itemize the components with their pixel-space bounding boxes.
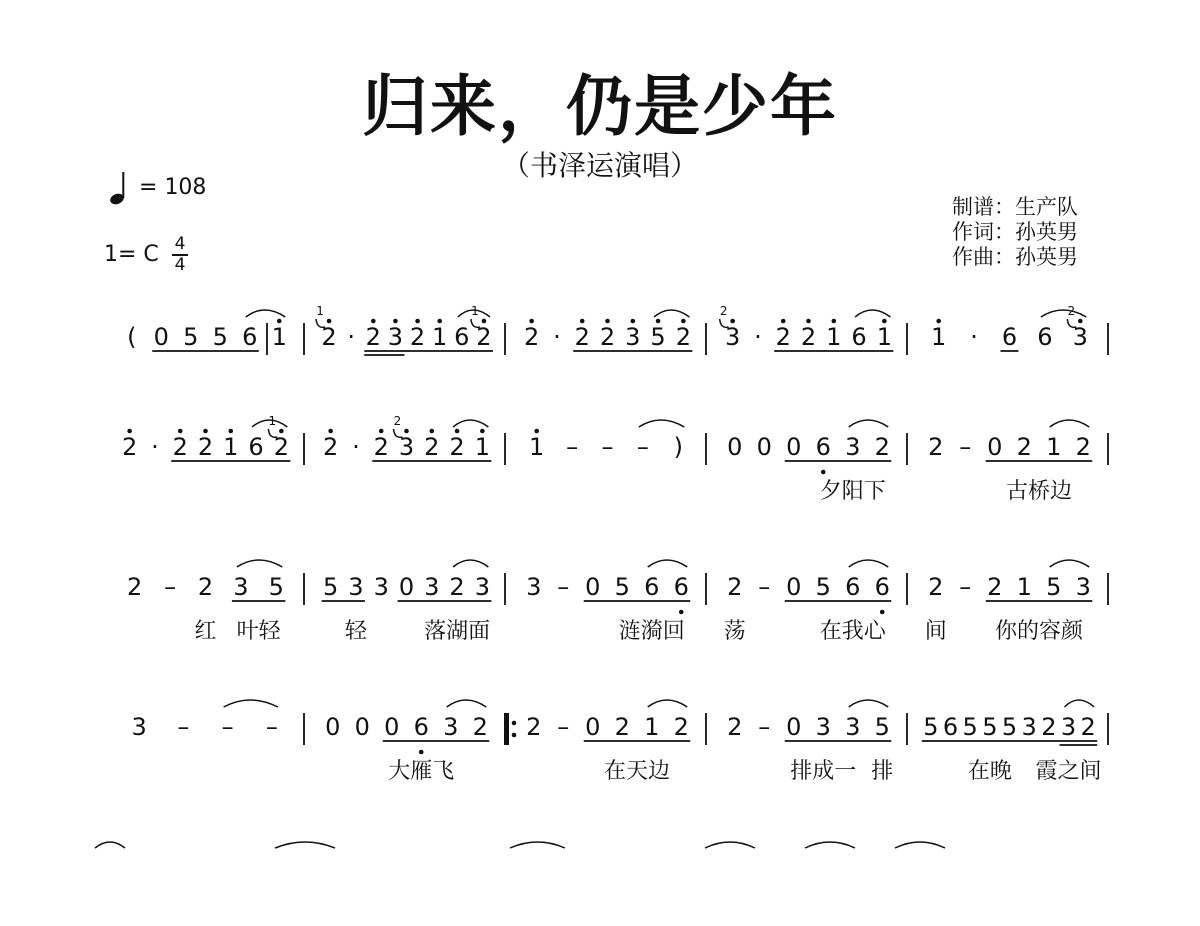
credit-arranger: 制谱：生产队 — [952, 195, 1078, 219]
time-signature-bottom: 4 — [174, 255, 186, 275]
slur — [224, 700, 278, 707]
note-numeral: 0 — [585, 713, 601, 741]
octave-up-dot — [178, 429, 183, 434]
octave-up-dot — [534, 429, 539, 434]
slur — [1050, 420, 1090, 427]
note-numeral: 5 — [1046, 573, 1062, 601]
lyric-text: 红 — [194, 619, 217, 644]
augmentation-dot: · — [754, 323, 762, 351]
octave-up-dot — [415, 319, 420, 324]
note-numeral: 1 — [876, 323, 892, 351]
note-numeral: 2 — [273, 433, 289, 461]
octave-up-dot — [437, 319, 442, 324]
lyric-text: 霞之间 — [1035, 759, 1102, 784]
note-numeral: 1 — [271, 323, 287, 351]
note-numeral: 0 — [786, 713, 802, 741]
note-numeral: 2 — [526, 713, 542, 741]
note-numeral: 0 — [354, 713, 370, 741]
note-numeral: 2 — [727, 713, 743, 741]
note-numeral: 3 — [233, 573, 249, 601]
note-numeral: 2 — [675, 323, 691, 351]
note-numeral: 2 — [673, 713, 689, 741]
octave-up-dot — [630, 319, 635, 324]
song-title: 归来，仍是少年 — [362, 68, 838, 145]
note-numeral: 0 — [987, 433, 1003, 461]
dash-sustain: – — [758, 573, 771, 601]
slur — [453, 420, 488, 427]
time-signature — [170, 236, 190, 274]
note-numeral: 2 — [365, 323, 381, 351]
dash-sustain: – — [959, 573, 972, 601]
score-row-2 — [95, 410, 1120, 510]
octave-up-dot — [831, 319, 836, 324]
slur — [95, 842, 125, 848]
slur — [805, 842, 855, 848]
octave-down-dot — [419, 750, 424, 755]
note-numeral: 2 — [1016, 433, 1032, 461]
score-row-3 — [95, 550, 1120, 650]
lyric-text: 在天边 — [603, 759, 671, 784]
note-numeral: 2 — [928, 573, 944, 601]
note-numeral: 5 — [183, 323, 199, 351]
augmentation-dot: · — [347, 323, 356, 351]
note-numeral: 0 — [153, 323, 169, 351]
note-numeral: 6 — [413, 713, 429, 741]
note-numeral: 6 — [248, 433, 264, 461]
score-row-svg — [95, 826, 1120, 856]
note-numeral: 3 — [1021, 713, 1037, 741]
octave-up-dot — [730, 319, 735, 324]
note-numeral: 1 — [826, 323, 842, 351]
note-numeral: 2 — [197, 433, 214, 461]
octave-up-dot — [605, 319, 610, 324]
note-numeral: 0 — [786, 573, 802, 601]
tempo-equals: = — [139, 175, 158, 200]
note-numeral: 3 — [725, 323, 741, 351]
octave-up-dot — [936, 319, 941, 324]
slur — [639, 420, 684, 427]
lyric-text: 你的容颜 — [994, 619, 1084, 644]
note-numeral: 1 — [931, 323, 947, 351]
note-numeral: 2 — [1075, 433, 1091, 461]
lyric-text: 在我心 — [819, 619, 886, 644]
score-row-svg — [95, 300, 1120, 400]
note-numeral: 2 — [122, 433, 138, 461]
note-numeral: 0 — [585, 573, 601, 601]
slur — [510, 842, 565, 848]
octave-up-dot — [580, 319, 585, 324]
slur — [1065, 700, 1095, 707]
note-numeral: 5 — [982, 713, 998, 741]
octave-up-dot — [882, 319, 887, 324]
note-numeral: 6 — [845, 573, 861, 601]
dash-sustain: – — [601, 433, 614, 461]
note-numeral: 5 — [923, 713, 939, 741]
note-numeral: 3 — [387, 323, 404, 351]
bracket: ) — [673, 433, 683, 461]
slur — [648, 700, 688, 707]
octave-down-dot — [880, 610, 885, 615]
repeat-start-sign — [504, 713, 509, 745]
note-numeral: 0 — [786, 433, 802, 461]
note-numeral: 2 — [476, 323, 492, 351]
dash-sustain: – — [221, 713, 234, 741]
grace-note: 1 — [268, 414, 277, 428]
note-numeral: 5 — [268, 573, 284, 601]
octave-up-dot — [279, 429, 284, 434]
octave-up-dot — [379, 429, 384, 434]
lyric-text: 在晚 — [967, 759, 1012, 784]
note-numeral: 3 — [815, 713, 831, 741]
dash-sustain: – — [636, 433, 649, 461]
note-numeral: 1 — [529, 433, 545, 461]
note-numeral: 2 — [775, 323, 791, 351]
note-numeral: 5 — [1001, 713, 1018, 741]
note-numeral: 5 — [650, 323, 666, 351]
lyric-text: 荡 — [723, 619, 746, 644]
score-row-svg — [95, 550, 1120, 650]
octave-up-dot — [429, 429, 434, 434]
note-numeral: 2 — [472, 713, 488, 741]
time-signature-top: 4 — [174, 234, 186, 254]
slur — [1050, 560, 1090, 567]
octave-up-dot — [127, 429, 132, 434]
slur — [849, 560, 889, 567]
grace-note: 2 — [1067, 304, 1076, 318]
lyric-text: 古桥边 — [1005, 479, 1073, 504]
grace-note: 2 — [393, 414, 402, 428]
dash-sustain: – — [959, 433, 972, 461]
note-numeral: 1 — [474, 433, 490, 461]
note-numeral: 3 — [845, 713, 861, 741]
grace-note: 1 — [316, 304, 324, 318]
note-numeral: 6 — [851, 323, 867, 351]
note-numeral: 3 — [348, 573, 364, 601]
augmentation-dot: · — [553, 323, 561, 351]
note-numeral: 1 — [432, 323, 448, 351]
octave-up-dot — [404, 429, 409, 434]
note-numeral: 2 — [424, 433, 440, 461]
note-numeral: 2 — [727, 573, 743, 601]
note-numeral: 0 — [398, 573, 415, 601]
note-numeral: 5 — [815, 573, 831, 601]
dash-sustain: – — [164, 573, 177, 601]
note-numeral: 5 — [323, 573, 339, 601]
grace-note: 1 — [471, 304, 479, 318]
note-numeral: 5 — [614, 573, 630, 601]
score-row-svg — [95, 690, 1120, 790]
slur — [849, 420, 889, 427]
octave-up-dot — [681, 319, 686, 324]
octave-up-dot — [781, 319, 786, 324]
slur — [1041, 310, 1086, 317]
slur — [246, 310, 286, 317]
note-numeral: 5 — [212, 323, 228, 351]
performer-subtitle: （书泽运演唱） — [501, 149, 698, 182]
note-numeral: 0 — [756, 433, 772, 461]
note-numeral: 3 — [373, 573, 389, 601]
octave-up-dot — [480, 429, 485, 434]
dash-sustain: – — [265, 713, 278, 741]
note-numeral: 6 — [454, 323, 470, 351]
note-numeral: 3 — [443, 713, 459, 741]
lyric-text: 排成一 — [790, 759, 857, 784]
note-numeral: 6 — [815, 433, 831, 461]
note-numeral: 2 — [800, 323, 817, 351]
augmentation-dot: · — [970, 323, 978, 351]
note-numeral: 3 — [1075, 573, 1091, 601]
key-signature: 1= C — [104, 242, 159, 267]
slur — [447, 700, 487, 707]
octave-down-dot — [679, 610, 684, 615]
note-numeral: 2 — [449, 573, 465, 601]
octave-up-dot — [371, 319, 376, 324]
note-numeral: 6 — [644, 573, 660, 601]
lyric-text: 落湖面 — [424, 619, 491, 644]
note-numeral: 3 — [625, 323, 641, 351]
tempo-value: 108 — [164, 175, 207, 200]
slur — [849, 700, 889, 707]
score-row-4 — [95, 690, 1120, 790]
note-numeral: 0 — [384, 713, 400, 741]
note-numeral: 1 — [1046, 433, 1062, 461]
lyric-text: 夕阳下 — [819, 479, 886, 504]
note-numeral: 2 — [614, 713, 630, 741]
grace-note: 2 — [719, 304, 728, 318]
note-numeral: 2 — [574, 323, 590, 351]
lyric-text: 排 — [871, 759, 894, 784]
octave-up-dot — [328, 429, 333, 434]
octave-up-dot — [327, 319, 332, 324]
octave-up-dot — [393, 319, 398, 324]
note-numeral: 2 — [323, 433, 339, 461]
note-numeral: 2 — [874, 433, 890, 461]
note-numeral: 1 — [1016, 573, 1032, 601]
slur — [895, 842, 945, 848]
note-numeral: 0 — [325, 713, 341, 741]
slur — [237, 560, 282, 567]
lyric-text: 间 — [924, 619, 947, 644]
note-numeral: 2 — [127, 573, 143, 601]
score-row-1 — [95, 300, 1120, 400]
octave-up-dot — [203, 429, 208, 434]
score-row-5-partial — [95, 826, 1120, 926]
note-numeral: 2 — [1041, 713, 1057, 741]
note-numeral: 1 — [644, 713, 660, 741]
lyric-text: 大雁飞 — [388, 759, 455, 784]
octave-down-dot — [821, 470, 826, 475]
octave-up-dot — [455, 429, 460, 434]
note-numeral: 6 — [673, 573, 689, 601]
bracket: ( — [127, 323, 137, 351]
lyric-text: 涟漪回 — [618, 619, 685, 644]
note-numeral: 0 — [727, 433, 743, 461]
augmentation-dot: · — [352, 433, 360, 461]
slur — [654, 310, 689, 317]
note-numeral: 2 — [987, 573, 1003, 601]
lyric-text: 叶轻 — [236, 619, 281, 644]
note-numeral: 2 — [409, 323, 426, 351]
lyric-text: 轻 — [344, 619, 367, 644]
note-numeral: 5 — [962, 713, 978, 741]
note-numeral: 2 — [524, 323, 540, 351]
note-numeral: 6 — [242, 323, 258, 351]
note-numeral: 2 — [321, 323, 337, 351]
note-numeral: 2 — [449, 433, 465, 461]
slur — [453, 560, 488, 567]
note-numeral: 2 — [172, 433, 188, 461]
octave-up-dot — [806, 319, 811, 324]
quarter-note-icon — [108, 170, 132, 206]
dash-sustain: – — [758, 713, 771, 741]
score-row-svg — [95, 410, 1120, 510]
note-numeral: 2 — [197, 573, 214, 601]
augmentation-dot: · — [151, 433, 159, 461]
note-numeral: 2 — [373, 433, 389, 461]
note-numeral: 6 — [1001, 323, 1018, 351]
dash-sustain: – — [557, 573, 570, 601]
octave-up-dot — [277, 319, 282, 324]
note-numeral: 3 — [845, 433, 861, 461]
note-numeral: 3 — [474, 573, 490, 601]
dash-sustain: – — [557, 713, 570, 741]
credit-lyricist: 作词：孙英男 — [952, 220, 1078, 244]
credits — [952, 195, 1078, 270]
slur — [855, 310, 890, 317]
note-numeral: 1 — [223, 433, 239, 461]
note-numeral: 6 — [874, 573, 890, 601]
note-numeral: 3 — [1072, 323, 1088, 351]
note-numeral: 3 — [131, 713, 147, 741]
slur — [705, 842, 755, 848]
note-numeral: 2 — [599, 323, 616, 351]
slur — [275, 842, 335, 848]
dash-sustain: – — [566, 433, 579, 461]
octave-up-dot — [1078, 319, 1083, 324]
slur — [648, 560, 688, 567]
note-numeral: 3 — [1060, 713, 1077, 741]
tempo-marking — [108, 168, 206, 208]
note-numeral: 2 — [1080, 713, 1096, 741]
note-numeral: 3 — [424, 573, 440, 601]
note-numeral: 5 — [874, 713, 890, 741]
note-numeral: 2 — [928, 433, 944, 461]
note-numeral: 3 — [526, 573, 542, 601]
note-numeral: 3 — [398, 433, 415, 461]
octave-up-dot — [482, 319, 487, 324]
note-numeral: 6 — [1037, 323, 1053, 351]
note-numeral: 6 — [942, 713, 959, 741]
credit-composer: 作曲：孙英男 — [952, 245, 1078, 269]
octave-up-dot — [529, 319, 534, 324]
octave-up-dot — [656, 319, 661, 324]
dash-sustain: – — [177, 713, 190, 741]
octave-up-dot — [228, 429, 233, 434]
